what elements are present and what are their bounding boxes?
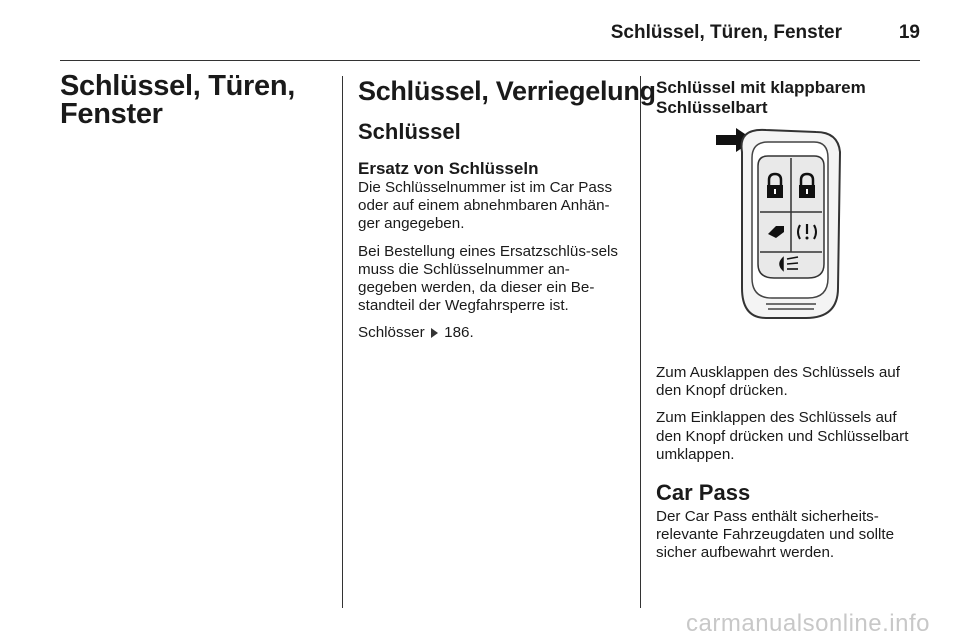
locks-reference	[358, 324, 624, 342]
key-number-paragraph: Die Schlüsselnummer ist im Car Pass oder auf einem abnehmbaren Anhän-ger angegeben.	[358, 179, 613, 233]
column-divider-1	[342, 76, 343, 608]
column-folding-key	[656, 78, 922, 572]
section-title: Schlüssel, Verriegelung	[358, 76, 656, 106]
folding-key-heading-line2: Schlüsselbart	[656, 98, 768, 117]
column-divider-2	[640, 76, 641, 608]
folding-key-heading-line1: Schlüssel mit klappbarem	[656, 78, 866, 97]
page-number: 19	[898, 22, 920, 43]
folding-key-figure	[656, 128, 922, 338]
column-key-locking	[358, 75, 656, 352]
locks-reference-text: Schlösser	[358, 324, 425, 342]
key-illustration	[656, 128, 922, 338]
car-pass-paragraph: Der Car Pass enthält sicherheits-relevante Fahrzeugdaten und sollte sicher aufbewahrt werden.	[656, 508, 895, 562]
replacement-keys-heading: Ersatz von Schlüsseln	[358, 159, 539, 178]
replacement-order-paragraph: Bei Bestellung eines Ersatzschlüs-sels muss die Schlüsselnummer an-gegeben werden, da dieser ein Be-standteil der Wegfahrsperre ist.	[358, 242, 618, 315]
locks-reference-page[interactable]: 186.	[444, 324, 474, 342]
folding-key-heading	[656, 78, 922, 118]
column-chapter	[60, 72, 328, 128]
page-reference-icon	[431, 328, 438, 338]
header-rule	[60, 60, 920, 61]
chapter-title-line2: Fenster	[60, 98, 163, 130]
unfold-paragraph: Zum Ausklappen des Schlüssels auf den Knopf drücken.	[656, 364, 900, 400]
car-pass-title: Car Pass	[656, 480, 751, 506]
watermark: carmanualsonline.info	[686, 610, 930, 637]
fold-paragraph: Zum Einklappen des Schlüssels auf den Knopf drücken und Schlüsselbart umklappen.	[656, 409, 909, 463]
subsection-title: Schlüssel	[358, 119, 461, 144]
chapter-title-line1: Schlüssel, Türen,	[60, 70, 296, 102]
chapter-title	[60, 72, 328, 128]
header-title: Schlüssel, Türen, Fenster	[610, 22, 842, 43]
